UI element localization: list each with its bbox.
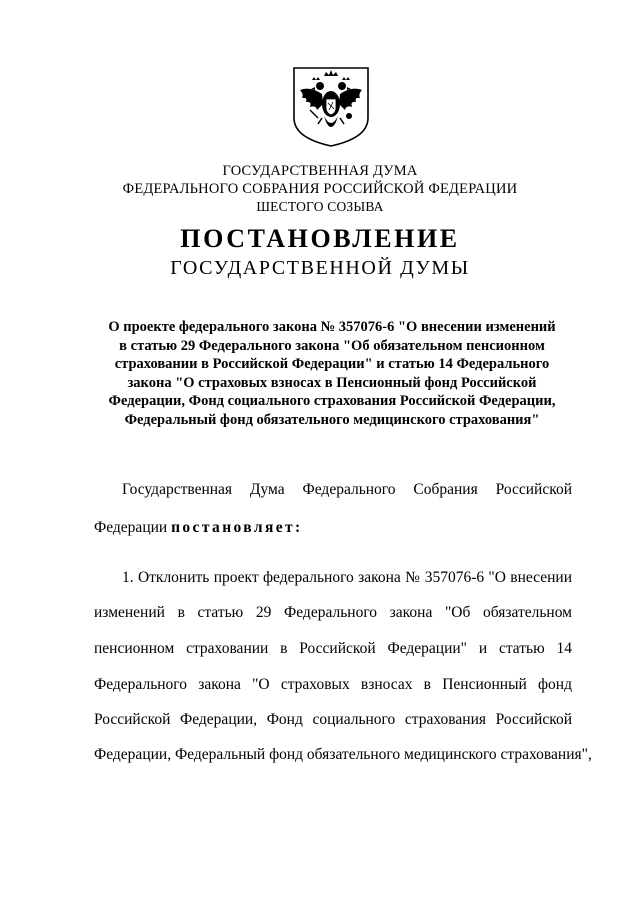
document-subject bbox=[88, 318, 576, 429]
coat-of-arms-icon bbox=[292, 66, 370, 148]
document-subtitle: ГОСУДАРСТВЕННОЙ ДУМЫ bbox=[170, 257, 470, 279]
item1-line: изменений в статью 29 Федерального закона "Об обязательном bbox=[94, 604, 572, 621]
resolves-word: постановляет: bbox=[171, 519, 303, 536]
subject-line: закона "О страховых взносах в Пенсионный фонд Российской bbox=[127, 374, 537, 391]
header-duma: ГОСУДАРСТВЕННАЯ ДУМА bbox=[222, 163, 418, 179]
item1-line: Российской Федерации, Фонд социального страхования Российской bbox=[94, 711, 572, 728]
item1-line: пенсионном страховании в Российской Федерации" и статью 14 bbox=[94, 640, 572, 657]
subject-line: Федеральный фонд обязательного медицинского страхования" bbox=[124, 411, 540, 428]
subject-line: О проекте федерального закона № 357076-6 "О внесении изменений bbox=[108, 319, 556, 335]
preamble-line: Государственная Дума Федерального Собрания Российской bbox=[122, 481, 572, 498]
subject-line: Федерации, Фонд социального страхования Российской Федерации, bbox=[108, 393, 556, 409]
subject-line: страховании в Российской Федерации" и статью 14 Федерального bbox=[114, 356, 550, 372]
item1-line: 1. Отклонить проект федерального закона № 357076-6 "О внесении bbox=[122, 569, 572, 586]
item1-line: Федерального закона "О страховых взносах в Пенсионный фонд bbox=[94, 676, 572, 693]
item1-line: Федерации, Федеральный фонд обязательного медицинского страхования", bbox=[94, 746, 592, 763]
preamble-resolves bbox=[94, 519, 572, 537]
subject-line: в статью 29 Федерального закона "Об обязательном пенсионном bbox=[119, 337, 545, 354]
document-title: ПОСТАНОВЛЕНИЕ bbox=[180, 224, 460, 253]
header-federal-assembly: ФЕДЕРАЛЬНОГО СОБРАНИЯ РОССИЙСКОЙ ФЕДЕРАЦИИ bbox=[122, 181, 518, 197]
preamble-prefix: Федерации bbox=[94, 519, 172, 536]
header-convocation: ШЕСТОГО СОЗЫВА bbox=[256, 199, 384, 214]
